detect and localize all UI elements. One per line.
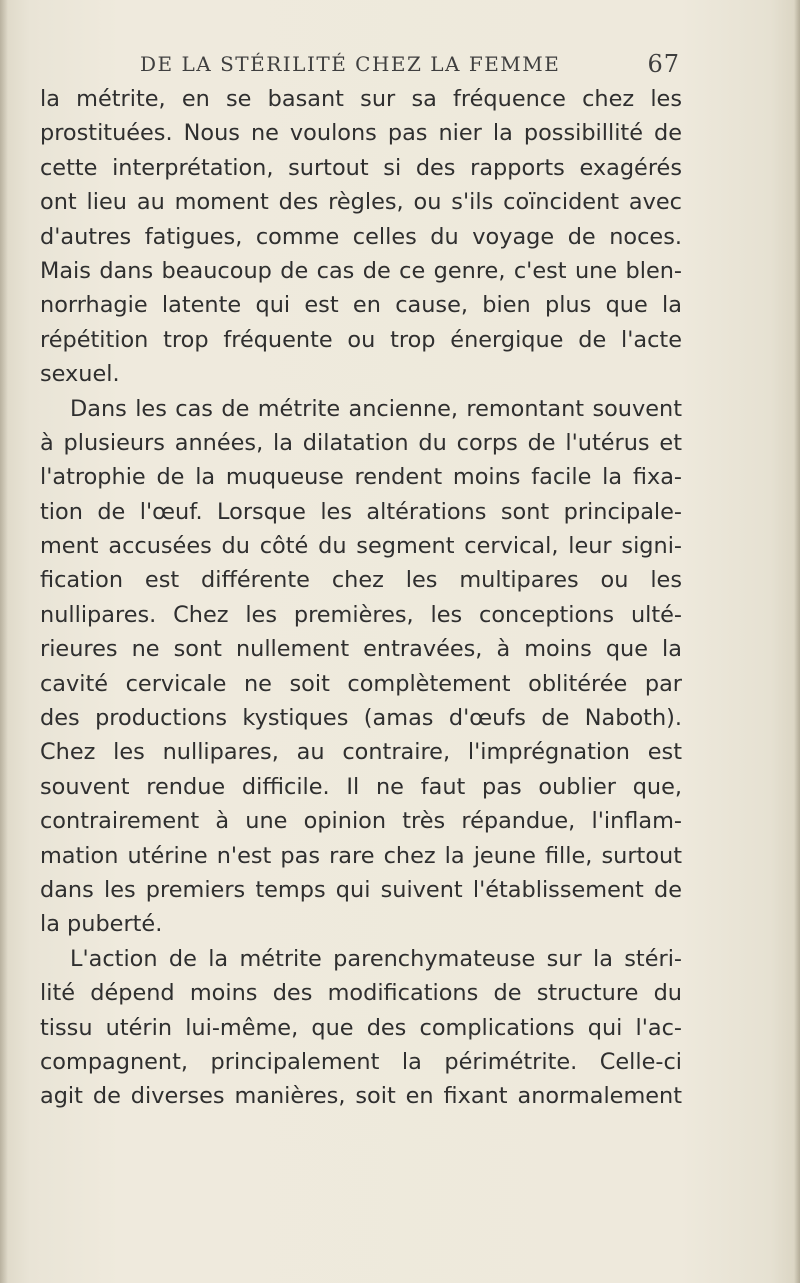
text-line: cavité cervicale ne soit complètement oblitérée par [40, 670, 682, 697]
text-line: ment accusées du côté du segment cervical, leur signi- [40, 533, 682, 560]
text-line: répétition trop fréquente ou trop énergique de l'acte [40, 326, 682, 353]
text-line: souvent rendue difficile. Il ne faut pas oublier que, [40, 773, 682, 800]
text-line: Dans les cas de métrite ancienne, remontant souvent [70, 395, 682, 422]
running-title: DE LA STÉRILITÉ CHEZ LA FEMME [140, 52, 561, 76]
page-gutter-shadow [0, 0, 8, 1283]
text-line: Mais dans beaucoup de cas de ce genre, c'est une blen- [40, 257, 682, 284]
body-text [40, 82, 682, 1114]
text-line: L'action de la métrite parenchymateuse sur la stéri- [70, 945, 682, 972]
text-line: à plusieurs années, la dilatation du corps de l'utérus et [40, 429, 682, 456]
text-line: norrhagie latente qui est en cause, bien plus que la [40, 292, 682, 319]
text-line: des productions kystiques (amas d'œufs de Naboth). [40, 705, 682, 732]
text-line: agit de diverses manières, soit en fixant anormalement [40, 1083, 682, 1110]
page-number: 67 [647, 50, 680, 78]
text-line: l'atrophie de la muqueuse rendent moins facile la fixa- [40, 464, 682, 491]
text-line: la métrite, en se basant sur sa fréquence chez les [40, 86, 682, 112]
text-line: compagnent, principalement la périmétrite. Celle-ci [40, 1048, 682, 1075]
text-line: sexuel. [40, 361, 120, 388]
text-line: prostituées. Nous ne voulons pas nier la possibillité de [40, 120, 682, 147]
page-edge [794, 0, 800, 1283]
text-line: mation utérine n'est pas rare chez la jeune fille, surtout [40, 842, 682, 869]
text-line: la puberté. [40, 911, 163, 938]
text-line: cette interprétation, surtout si des rapports exagérés [40, 154, 682, 181]
text-line: Chez les nullipares, au contraire, l'imprégnation est [40, 739, 682, 766]
text-line: fication est différente chez les multipares ou les [40, 567, 682, 594]
text-line: dans les premiers temps qui suivent l'établissement de [40, 876, 682, 903]
text-line: d'autres fatigues, comme celles du voyage de noces. [40, 223, 682, 250]
text-line: nullipares. Chez les premières, les conceptions ulté- [40, 601, 682, 628]
text-line: tissu utérin lui-même, que des complications qui l'ac- [40, 1014, 682, 1041]
text-line: lité dépend moins des modifications de structure du [40, 980, 682, 1007]
text-line: contrairement à une opinion très répandue, l'inflam- [40, 808, 682, 835]
text-line: ont lieu au moment des règles, ou s'ils coïncident avec [40, 189, 682, 216]
text-line: rieures ne sont nullement entravées, à moins que la [40, 636, 682, 663]
text-line: tion de l'œuf. Lorsque les altérations sont principale- [40, 498, 682, 525]
